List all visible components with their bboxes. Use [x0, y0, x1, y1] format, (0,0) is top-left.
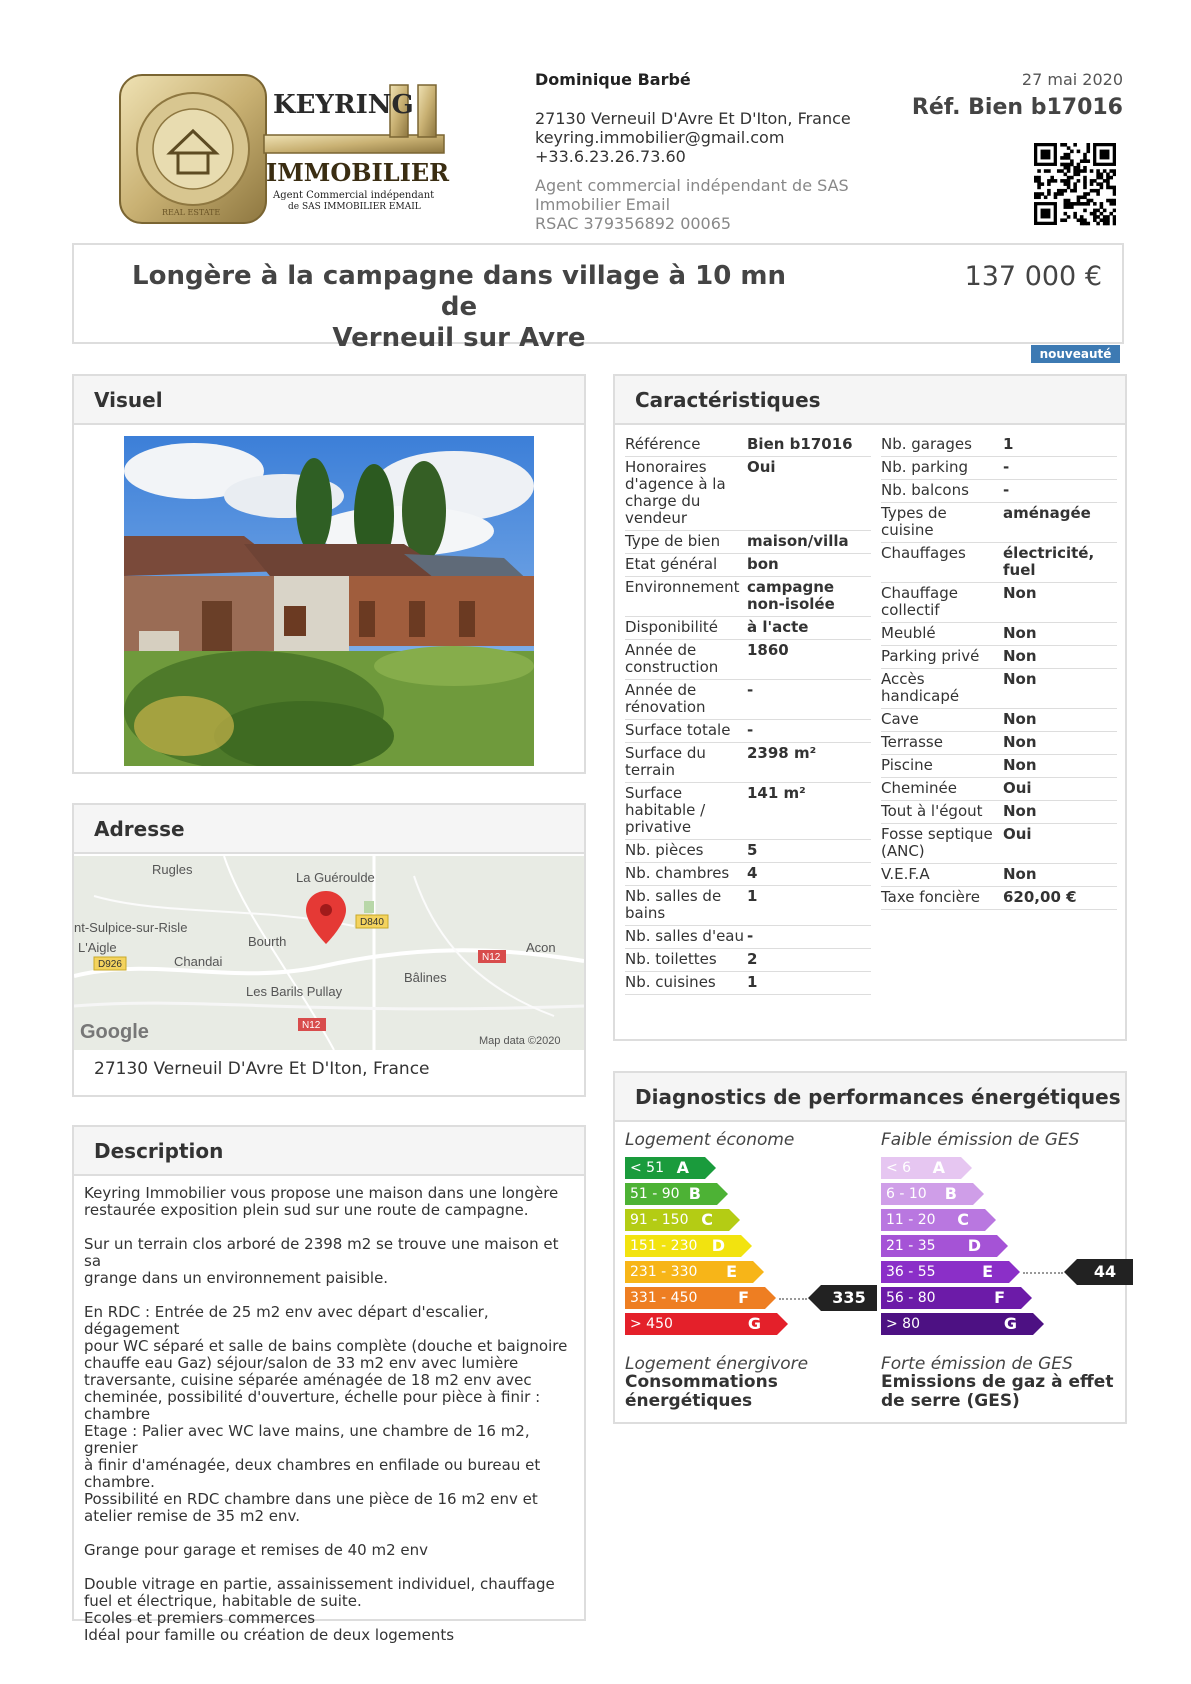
feature-row — [625, 840, 871, 863]
feature-value: - — [747, 681, 754, 699]
map-label: La Guéroulde — [296, 870, 375, 885]
feature-label: Cheminée — [881, 779, 957, 797]
feature-label: Référence — [625, 435, 701, 453]
rating-letter: A — [932, 1158, 945, 1177]
feature-row — [881, 503, 1117, 543]
logo-real-estate: REAL ESTATE — [162, 208, 221, 217]
description-paragraph: Double vitrage en partie, assainissement individuel, chauffage fuel et électrique, habitable de suite. Ecoles et premiers commerces Idéal pour famille ou création de deux logements — [84, 1575, 555, 1644]
map-label: Les Barils Pullay — [246, 984, 343, 999]
rating-bar-a — [625, 1157, 705, 1179]
energy-caption: Consommations énergétiques — [625, 1372, 778, 1411]
feature-row — [625, 680, 871, 720]
agent-email[interactable]: keyring.immobilier@gmail.com — [535, 128, 785, 147]
features-right-column — [881, 434, 1117, 910]
description-paragraph: Grange pour garage et remises de 40 m2 env — [84, 1541, 428, 1559]
feature-label: Disponibilité — [625, 618, 719, 636]
rating-range: 51 - 90 — [630, 1186, 680, 1202]
address-text: 27130 Verneuil D'Avre Et D'Iton, France — [94, 1059, 430, 1079]
rating-bar-d — [881, 1235, 997, 1257]
rating-bar-f — [881, 1287, 1021, 1309]
agent-phone[interactable]: +33.6.23.26.73.60 — [535, 147, 686, 166]
feature-value: - — [747, 721, 754, 739]
feature-value: - — [1003, 481, 1010, 499]
rating-range: 56 - 80 — [886, 1290, 936, 1306]
location-map[interactable] — [74, 856, 584, 1050]
feature-row — [625, 949, 871, 972]
feature-label: Taxe foncière — [881, 888, 980, 906]
rating-letter: B — [944, 1184, 957, 1203]
rating-bar-f — [625, 1287, 765, 1309]
feature-row — [881, 801, 1117, 824]
feature-label: V.E.F.A — [881, 865, 930, 883]
feature-label: Etat général — [625, 555, 718, 573]
visuel-heading: Visuel — [74, 376, 584, 425]
feature-row — [625, 554, 871, 577]
feature-row — [625, 783, 871, 840]
feature-value: 2398 m² — [747, 744, 817, 762]
rating-bar-a — [881, 1157, 961, 1179]
agent-note-3: RSAC 379356892 00065 — [535, 214, 732, 233]
rating-bar-b — [625, 1183, 717, 1205]
feature-row — [625, 640, 871, 680]
feature-value: bon — [747, 555, 779, 573]
agent-address: 27130 Verneuil D'Avre Et D'Iton, France — [535, 109, 851, 128]
feature-row — [625, 926, 871, 949]
map-label: Rugles — [152, 862, 193, 877]
feature-row — [625, 972, 871, 995]
header-right — [912, 70, 1123, 120]
feature-label: Nb. parking — [881, 458, 969, 476]
feature-value: Bien b17016 — [747, 435, 853, 453]
agent-note-1: Agent commercial indépendant de SAS — [535, 176, 849, 195]
rating-bar-c — [881, 1209, 985, 1231]
feature-label: Honoraires d'agence à la charge du vendeur — [625, 458, 726, 527]
feature-value: campagne non-isolée — [747, 578, 835, 613]
rating-bar-g — [881, 1313, 1033, 1335]
rating-letter: G — [747, 1314, 761, 1333]
feature-row — [881, 457, 1117, 480]
map-label: Bâlines — [404, 970, 447, 985]
feature-row — [881, 480, 1117, 503]
feature-label: Cave — [881, 710, 919, 728]
ges-bottom-label: Forte émission de GES — [881, 1354, 1073, 1374]
feature-value: électricité, fuel — [1003, 544, 1095, 579]
feature-value: Oui — [1003, 825, 1032, 843]
feature-label: Nb. cuisines — [625, 973, 716, 991]
feature-label: Meublé — [881, 624, 936, 642]
feature-label: Surface habitable / privative — [625, 784, 706, 836]
new-badge: nouveauté — [1031, 345, 1120, 363]
feature-label: Types de cuisine — [881, 504, 947, 539]
rating-range: > 80 — [886, 1316, 920, 1332]
rating-letter: C — [701, 1210, 713, 1229]
google-logo: Google — [80, 1021, 149, 1043]
agent-contact — [535, 70, 875, 233]
map-road-label: D840 — [360, 917, 384, 928]
feature-row — [881, 543, 1117, 583]
feature-value: Non — [1003, 647, 1037, 665]
rating-range: 11 - 20 — [886, 1212, 936, 1228]
feature-label: Parking privé — [881, 647, 980, 665]
feature-value: Non — [1003, 624, 1037, 642]
description-paragraph: Keyring Immobilier vous propose une maison dans une longère restaurée exposition plein sud sur une route de campagne. — [84, 1184, 559, 1219]
feature-value: - — [1003, 458, 1010, 476]
feature-row — [881, 434, 1117, 457]
rating-letter: F — [994, 1288, 1005, 1307]
rating-letter: E — [726, 1262, 737, 1281]
feature-value: maison/villa — [747, 532, 849, 550]
rating-letter: D — [711, 1236, 725, 1255]
feature-value: 4 — [747, 864, 758, 882]
feature-row — [881, 778, 1117, 801]
description-heading: Description — [74, 1127, 584, 1176]
map-label: Bourth — [248, 934, 287, 949]
feature-label: Nb. toilettes — [625, 950, 717, 968]
rating-range: 331 - 450 — [630, 1290, 698, 1306]
feature-label: Nb. salles d'eau — [625, 927, 745, 945]
logo-keyring: KEYRING — [273, 90, 414, 120]
feature-value: 1 — [747, 973, 758, 991]
feature-label: Chauffages — [881, 544, 966, 562]
feature-row — [881, 755, 1117, 778]
feature-value: Non — [1003, 756, 1037, 774]
feature-value: Non — [1003, 802, 1037, 820]
feature-value: 141 m² — [747, 784, 806, 802]
rating-range: 21 - 35 — [886, 1238, 936, 1254]
feature-row — [881, 669, 1117, 709]
rating-value-marker: 44 — [1077, 1259, 1133, 1285]
feature-label: Environnement — [625, 578, 740, 596]
ges-top-label: Faible émission de GES — [881, 1130, 1080, 1150]
feature-value: à l'acte — [747, 618, 809, 636]
feature-row — [881, 709, 1117, 732]
feature-value: Non — [1003, 710, 1037, 728]
feature-value: - — [747, 927, 754, 945]
feature-label: Année de construction — [625, 641, 719, 676]
map-label: Acon — [526, 940, 556, 955]
energy-bottom-label: Logement énergivore — [625, 1354, 809, 1374]
property-photo[interactable] — [124, 436, 534, 766]
rating-value-marker: 335 — [821, 1285, 877, 1311]
feature-label: Nb. salles de bains — [625, 887, 722, 922]
description-body — [74, 1176, 584, 1670]
rating-bar-e — [625, 1261, 753, 1283]
rating-bar-b — [881, 1183, 973, 1205]
feature-value: 620,00 € — [1003, 888, 1077, 906]
features-left-column — [625, 434, 871, 995]
feature-label: Piscine — [881, 756, 933, 774]
feature-label: Accès handicapé — [881, 670, 960, 705]
rating-range: 6 - 10 — [886, 1186, 927, 1202]
feature-label: Chauffage collectif — [881, 584, 958, 619]
map-label: Chandai — [174, 954, 223, 969]
feature-row — [625, 863, 871, 886]
feature-value: Non — [1003, 584, 1037, 602]
rating-leader — [1023, 1272, 1063, 1274]
feature-value: aménagée — [1003, 504, 1091, 522]
energy-top-label: Logement économe — [625, 1130, 795, 1150]
qr-code — [1034, 143, 1116, 227]
feature-label: Surface totale — [625, 721, 731, 739]
feature-row — [625, 720, 871, 743]
map-road-label: D926 — [98, 959, 122, 970]
agent-note-2: Immobilier Email — [535, 195, 671, 214]
agency-logo — [118, 73, 470, 225]
document-date: 27 mai 2020 — [1021, 70, 1123, 89]
rating-letter: D — [967, 1236, 981, 1255]
rating-range: > 450 — [630, 1316, 673, 1332]
listing-title-box — [72, 243, 1124, 353]
description-paragraph: Sur un terrain clos arboré de 2398 m2 se trouve une maison et sa grange dans un environnement paisible. — [84, 1235, 559, 1287]
feature-row — [881, 887, 1117, 910]
visuel-panel — [72, 374, 586, 774]
caracteristiques-panel — [613, 374, 1127, 1041]
feature-label: Tout à l'égout — [881, 802, 983, 820]
feature-row — [625, 617, 871, 640]
feature-label: Type de bien — [625, 532, 721, 550]
feature-row — [625, 743, 871, 783]
rating-letter: C — [957, 1210, 969, 1229]
map-credit: Map data ©2020 — [479, 1035, 561, 1047]
rating-leader — [779, 1298, 807, 1300]
feature-value: 5 — [747, 841, 758, 859]
feature-row — [625, 577, 871, 617]
feature-value: Oui — [747, 458, 776, 476]
listing-title: Longère à la campagne dans village à 10 mn de Verneuil sur Avre — [132, 261, 786, 353]
rating-bar-c — [625, 1209, 729, 1231]
feature-value: Non — [1003, 733, 1037, 751]
feature-label: Nb. garages — [881, 435, 972, 453]
rating-range: < 51 — [630, 1160, 664, 1176]
caracteristiques-heading: Caractéristiques — [615, 376, 1125, 425]
feature-row — [625, 886, 871, 926]
feature-row — [625, 434, 871, 457]
rating-bar-g — [625, 1313, 777, 1335]
rating-bar-d — [625, 1235, 741, 1257]
dpe-panel — [613, 1071, 1127, 1424]
description-paragraph: En RDC : Entrée de 25 m2 env avec départ d'escalier, dégagement pour WC séparé et salle de bains complète (douche et baignoire chauffe eau Gaz) séjour/salon de 33 m2 env avec lumière traversante, cuisine séparée aménagée de 18 m2 env avec cheminée, possibilité d'ouverture, échelle pour pièce à finir : chambre Etage : Palier avec WC lave mains, une chambre de 16 m2, grenier à finir d'aménagée, deux chambres en enfilade ou bureau et chambre. Possibilité en RDC chambre dans une pièce de 16 m2 env et atelier remise de 35 m2 env. — [84, 1303, 568, 1525]
logo-subtitle-1: Agent Commercial indépendant — [273, 190, 435, 201]
listing-price: 137 000 € — [964, 261, 1102, 292]
logo-immobilier: IMMOBILIER — [266, 158, 450, 187]
feature-label: Nb. balcons — [881, 481, 969, 499]
feature-value: Non — [1003, 670, 1037, 688]
rating-range: 231 - 330 — [630, 1264, 698, 1280]
map-label: L'Aigle — [78, 940, 117, 955]
feature-row — [881, 646, 1117, 669]
rating-letter: E — [982, 1262, 993, 1281]
feature-value: 1 — [1003, 435, 1014, 453]
rating-letter: B — [688, 1184, 701, 1203]
feature-value: 2 — [747, 950, 758, 968]
agent-name: Dominique Barbé — [535, 70, 691, 89]
rating-range: 151 - 230 — [630, 1238, 698, 1254]
feature-row — [881, 824, 1117, 864]
rating-letter: F — [738, 1288, 749, 1307]
rating-letter: A — [676, 1158, 689, 1177]
feature-label: Nb. pièces — [625, 841, 704, 859]
feature-label: Nb. chambres — [625, 864, 730, 882]
rating-range: 91 - 150 — [630, 1212, 689, 1228]
rating-bar-e — [881, 1261, 1009, 1283]
adresse-panel — [72, 803, 586, 1097]
map-road-label: N12 — [482, 952, 501, 963]
feature-row — [881, 583, 1117, 623]
listing-reference: Réf. Bien b17016 — [911, 95, 1123, 120]
feature-value: 1 — [747, 887, 758, 905]
feature-label: Surface du terrain — [625, 744, 706, 779]
map-label: nt-Sulpice-sur-Risle — [74, 920, 188, 935]
feature-value: 1860 — [747, 641, 789, 659]
feature-row — [881, 864, 1117, 887]
feature-row — [881, 623, 1117, 646]
rating-range: < 6 — [886, 1160, 912, 1176]
feature-value: Oui — [1003, 779, 1032, 797]
feature-row — [625, 457, 871, 531]
description-panel — [72, 1125, 586, 1644]
dpe-heading: Diagnostics de performances énergétiques — [615, 1073, 1125, 1122]
feature-label: Terrasse — [881, 733, 943, 751]
rating-letter: G — [1003, 1314, 1017, 1333]
feature-row — [625, 531, 871, 554]
feature-value: Non — [1003, 865, 1037, 883]
adresse-heading: Adresse — [74, 805, 584, 854]
rating-range: 36 - 55 — [886, 1264, 936, 1280]
feature-label: Année de rénovation — [625, 681, 706, 716]
logo-subtitle-2: de SAS IMMOBILIER EMAIL — [288, 202, 421, 212]
ges-caption: Emissions de gaz à effet de serre (GES) — [881, 1372, 1114, 1411]
feature-label: Fosse septique (ANC) — [881, 825, 993, 860]
map-road-label: N12 — [302, 1020, 321, 1031]
feature-row — [881, 732, 1117, 755]
